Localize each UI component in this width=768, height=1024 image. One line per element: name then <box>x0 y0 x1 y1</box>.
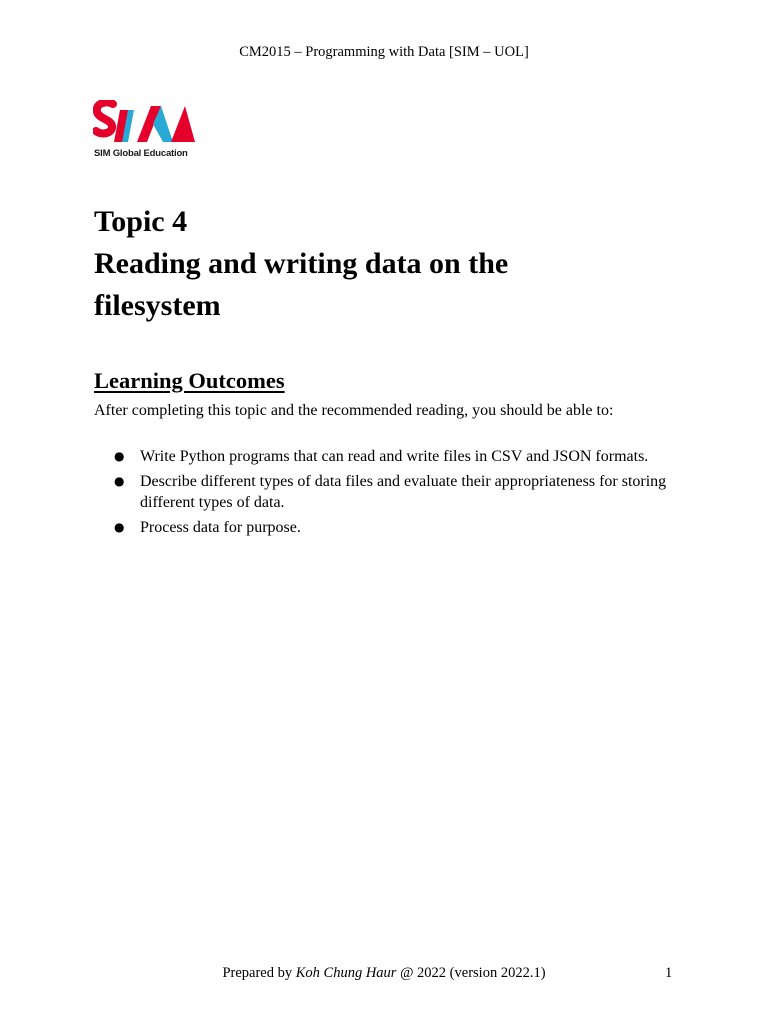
list-item-text: Write Python programs that can read and write files in CSV and JSON formats. <box>140 448 649 465</box>
sim-logo-mark <box>93 100 199 146</box>
title-line-2: Reading and writing data on the <box>94 247 509 280</box>
title-line-3: filesystem <box>94 289 221 322</box>
page-title <box>94 201 694 327</box>
list-item <box>94 471 674 514</box>
footer-suffix: @ 2022 (version 2022.1) <box>396 965 546 981</box>
bullet-icon: ● <box>114 519 125 534</box>
title-line-1: Topic 4 <box>94 205 188 238</box>
bullet-icon: ● <box>114 449 125 463</box>
learning-outcomes-intro: After completing this topic and the recommended reading, you should be able to: <box>94 402 614 419</box>
page-header: CM2015 – Programming with Data [SIM – UOL] <box>239 44 529 60</box>
list-item <box>94 446 674 468</box>
bullet-icon: ● <box>114 473 125 488</box>
learning-outcomes-heading: Learning Outcomes <box>94 368 285 393</box>
list-item-text: Describe different types of data files and evaluate their appropriateness for storing different types of data. <box>140 472 667 511</box>
sim-logo <box>93 100 199 162</box>
learning-outcomes-list <box>94 446 674 541</box>
logo-caption: SIM Global Education <box>94 148 188 159</box>
page-footer <box>0 964 768 982</box>
footer-author: Koh Chung Haur <box>295 965 397 981</box>
footer-prefix: Prepared by <box>222 965 296 981</box>
list-item <box>94 517 674 539</box>
page-number: 1 <box>665 965 673 981</box>
list-item-text: Process data for purpose. <box>140 518 301 536</box>
